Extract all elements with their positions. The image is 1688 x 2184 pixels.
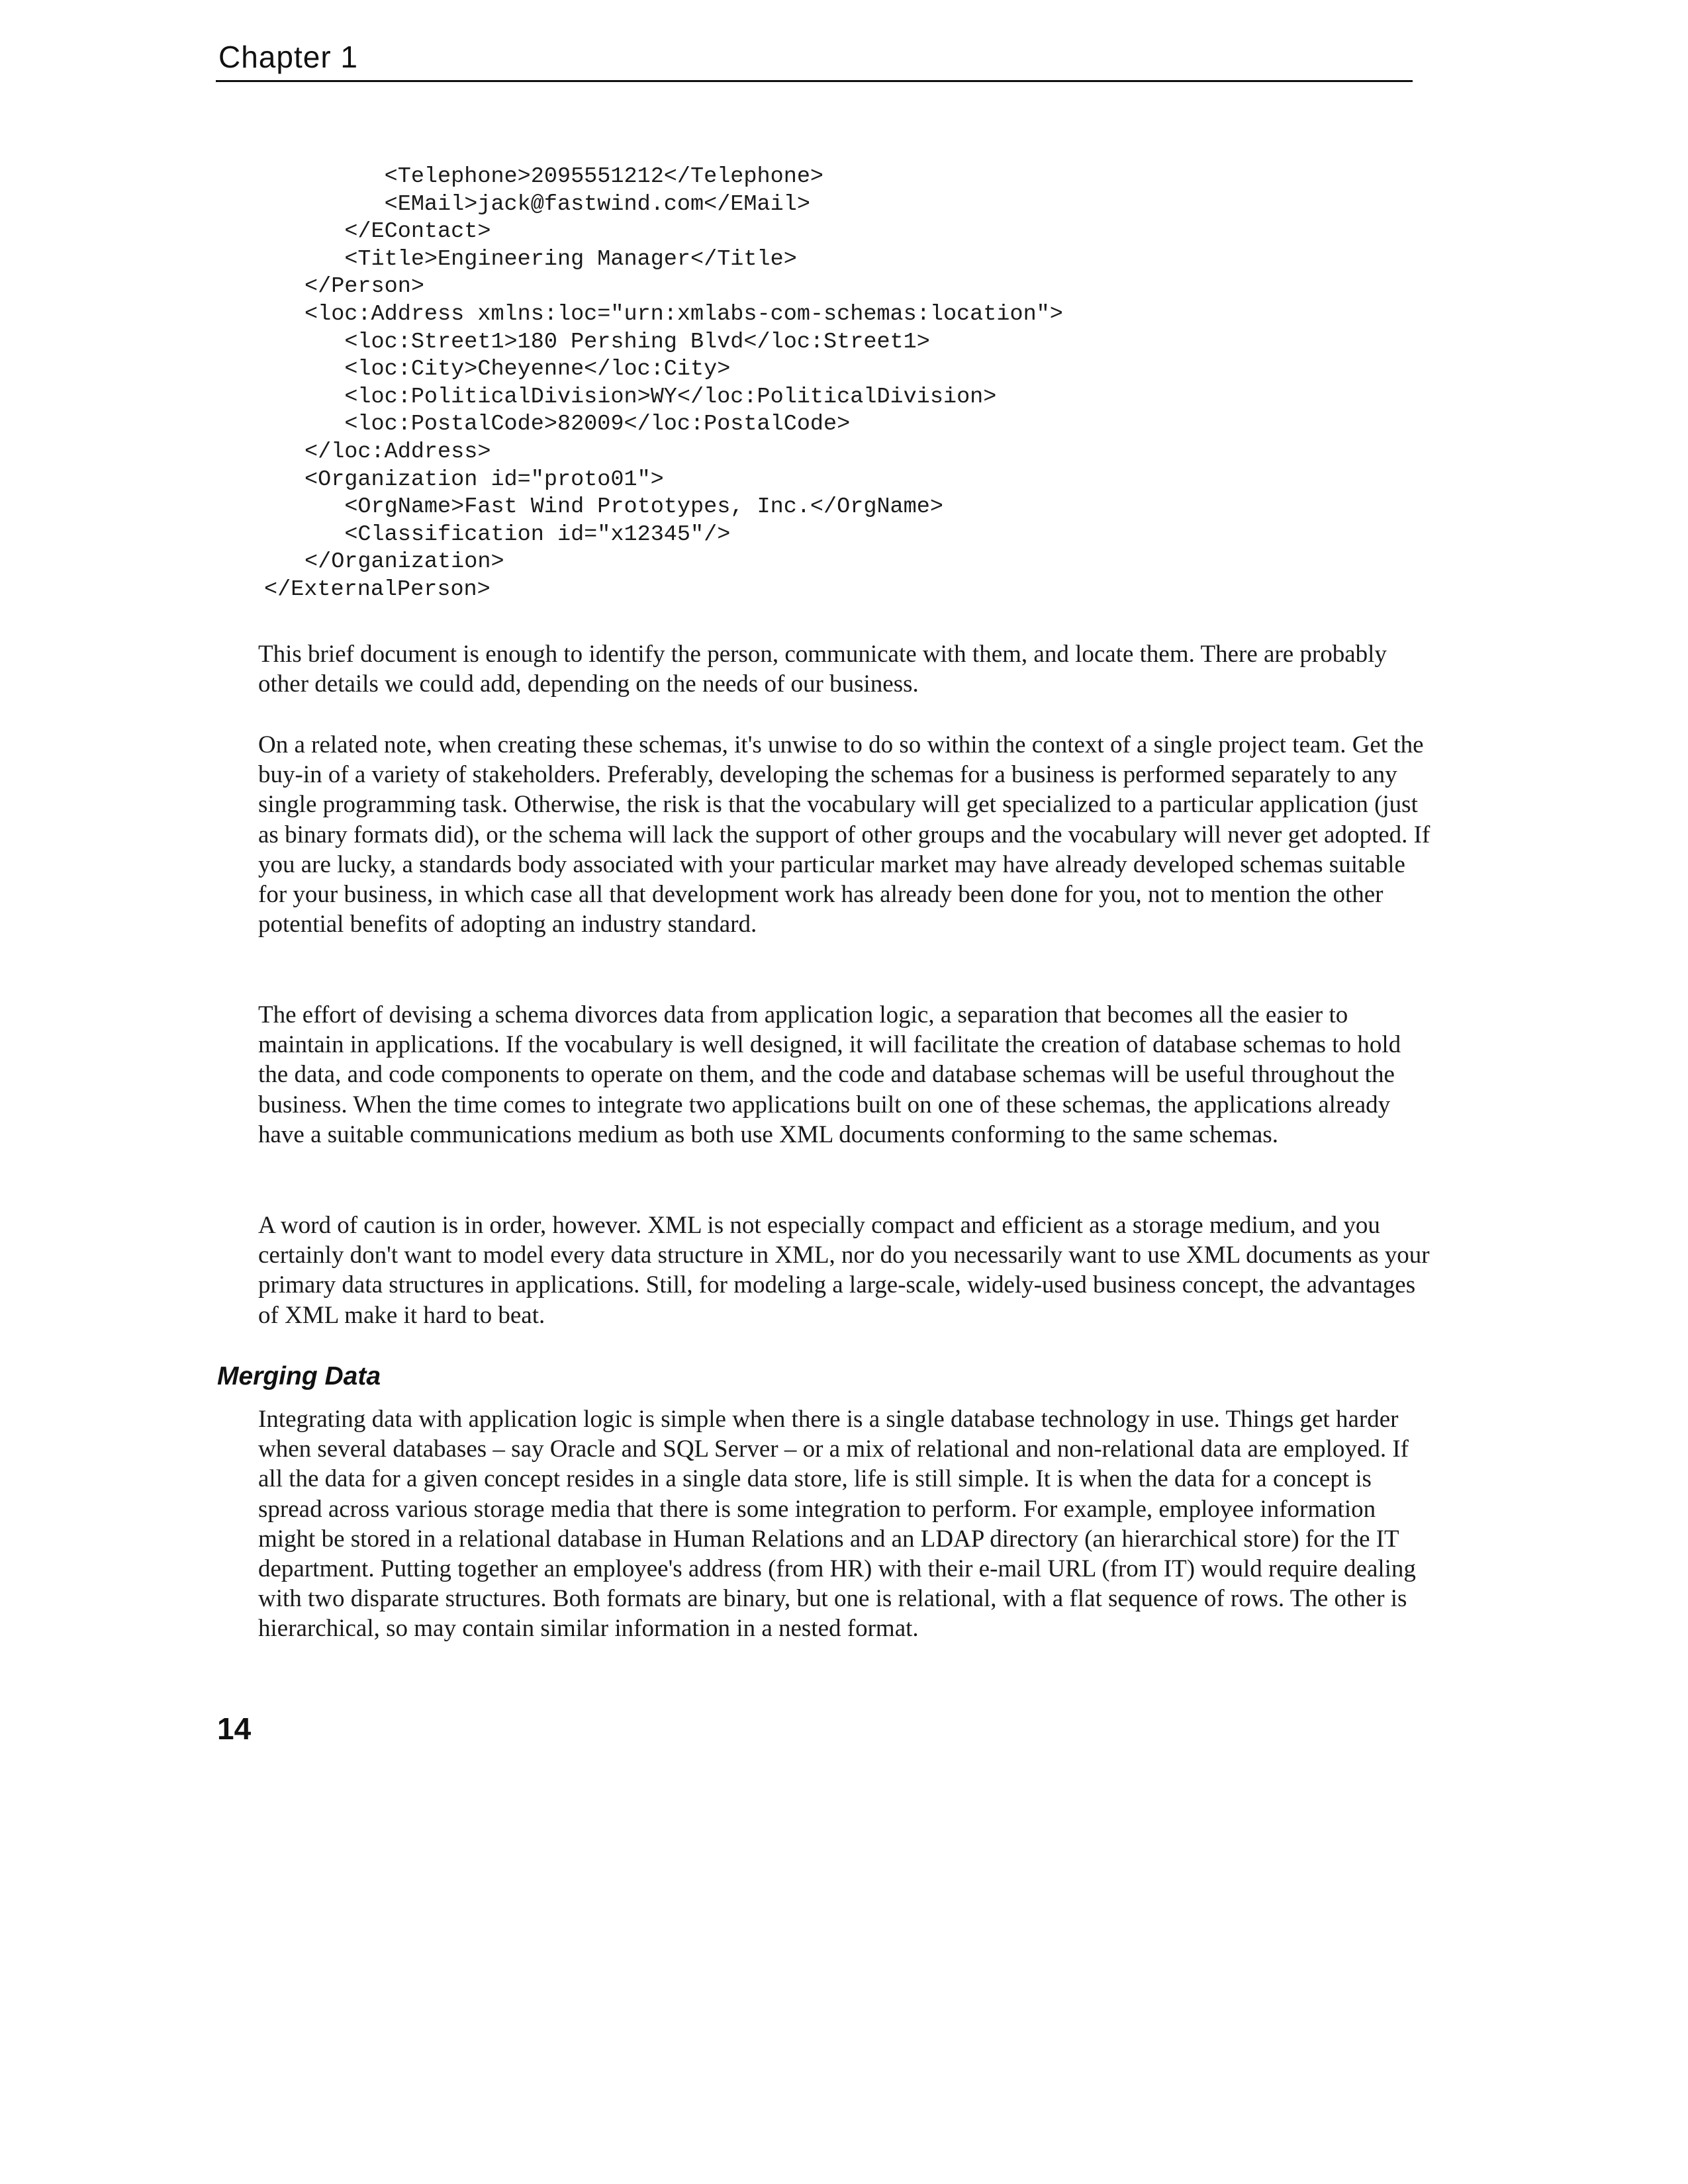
page-header: [216, 38, 1413, 82]
section-heading-merging-data: Merging Data: [217, 1362, 381, 1390]
chapter-label: Chapter 1: [218, 40, 359, 74]
code-line: </loc:Address>: [305, 439, 491, 465]
code-line: <loc:Street1>180 Pershing Blvd</loc:Street1>: [344, 329, 930, 355]
paragraph-merging-data: Integrating data with application logic is simple when there is a single database technology in use. Things get harder when several databases – say Oracle and SQL Server – or a mix of relational and non-relational data are employed. If all the data for a given concept resides in a single data store, life is still simple. It is when the data for a concept is spread across various storage media that there is some integration to perform. For example, employee information might be stored in a relational database in Human Relations and an LDAP directory (an hierarchical store) for the IT department. Putting together an employee's address (from HR) with their e-mail URL (from IT) would require dealing with two disparate structures. Both formats are binary, but one is relational, with a flat sequence of rows. The other is hierarchical, so may contain similar information in a nested format.: [258, 1406, 1416, 1643]
code-line: </Person>: [305, 274, 424, 300]
paragraph-document-summary: This brief document is enough to identify the person, communicate with them, and locate them. There are probably other details we could add, depending on the needs of our business.: [258, 641, 1387, 698]
page-number: 14: [217, 1711, 252, 1746]
code-line: <Title>Engineering Manager</Title>: [344, 246, 797, 272]
code-line: </ExternalPerson>: [264, 576, 491, 602]
code-line: <loc:PostalCode>82009</loc:PostalCode>: [344, 412, 851, 437]
code-line: <EMail>jack@fastwind.com</EMail>: [384, 191, 810, 217]
code-line: <Organization id="proto01">: [305, 467, 664, 492]
code-line: <loc:PoliticalDivision>WY</loc:PoliticalDivision>: [344, 384, 997, 410]
xml-code-listing: [264, 163, 1063, 604]
paragraph-schema-stakeholders: On a related note, when creating these schemas, it's unwise to do so within the context of a single project team. Get the buy-in of a variety of stakeholders. Preferably, developing the schemas for a business is performed separately to any single programming task. Otherwise, the risk is that the vocabulary will get specialized to a particular application (just as binary formats did), or the schema will lack the support of other groups and the vocabulary will never get adopted. If you are lucky, a standards body associated with your particular market may have already developed schemas suitable for your business, in which case all that development work has already been done for you, not to mention the other potential benefits of adopting an industry standard.: [258, 731, 1430, 938]
paragraph-schema-benefits: The effort of devising a schema divorces data from application logic, a separation that becomes all the easier to maintain in applications. If the vocabulary is well designed, it will facilitate the creation of database schemas to hold the data, and code components to operate on them, and the code and database schemas will be useful throughout the business. When the time comes to integrate two applications built on one of these schemas, the applications already have a suitable communications medium as both use XML documents conforming to the same schemas.: [258, 1001, 1401, 1148]
code-line: <Telephone>2095551212</Telephone>: [384, 164, 824, 189]
code-line: </Organization>: [305, 549, 504, 575]
code-line: </EContact>: [344, 219, 491, 245]
code-line: <loc:Address xmlns:loc="urn:xmlabs-com-schemas:location">: [305, 301, 1063, 327]
paragraph-xml-caution: A word of caution is in order, however. XML is not especially compact and efficient as a storage medium, and you certainly don't want to model every data structure in XML, nor do you necessarily want to use XML documents as your primary data structures in applications. Still, for modeling a large-scale, widely-used business concept, the advantages of XML make it hard to beat.: [258, 1212, 1430, 1329]
code-line: <loc:City>Cheyenne</loc:City>: [344, 357, 731, 383]
code-line: <OrgName>Fast Wind Prototypes, Inc.</OrgName>: [344, 494, 943, 520]
code-line: <Classification id="x12345"/>: [344, 522, 731, 547]
